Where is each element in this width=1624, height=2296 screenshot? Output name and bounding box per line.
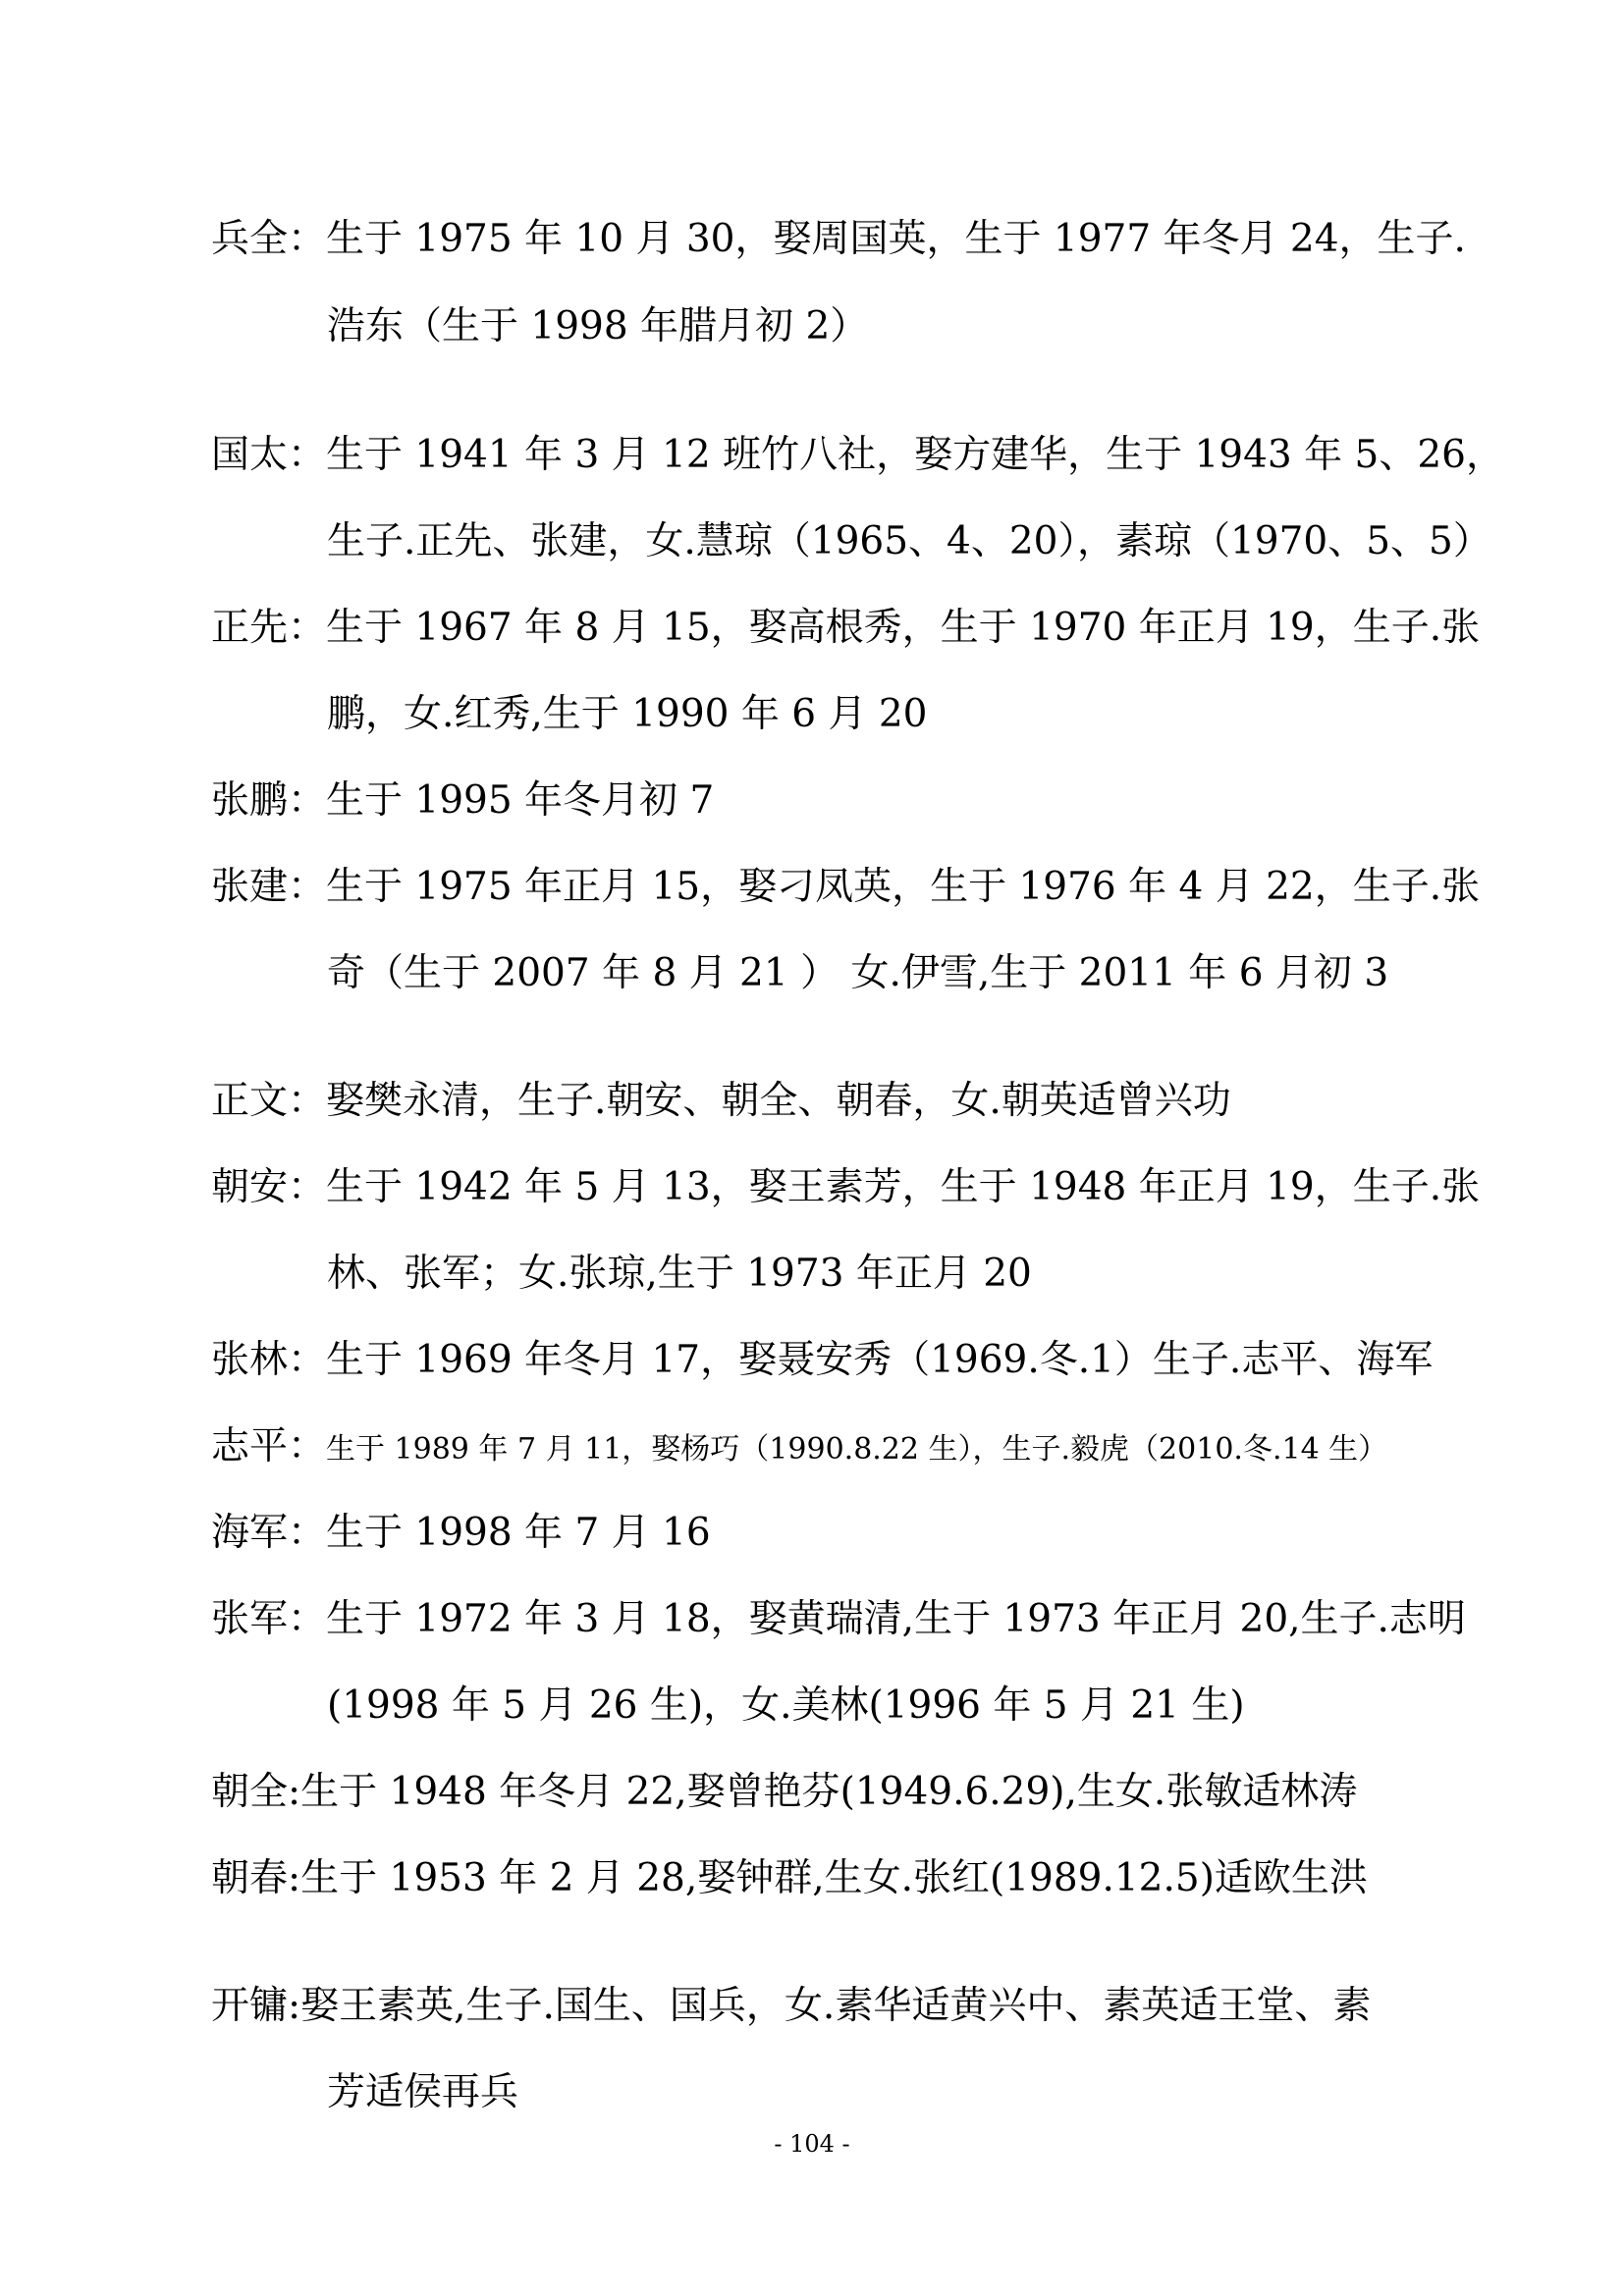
entry-line: 朝全:生于 1948 年冬月 22,娶曾艳芬(1949.6.29),生女.张敏适林涛 (211, 1770, 1358, 1814)
entry-line: 张鹏：生于 1995 年冬月初 7 (211, 778, 715, 823)
entry-line: 林、张军；女.张琼,生于 1973 年正月 20 (327, 1252, 1032, 1296)
entry-line: 鹏，女.红秀,生于 1990 年 6 月 20 (327, 692, 928, 736)
entry-line: 芳适侯再兵 (327, 2070, 519, 2114)
entry-line: 张建：生于 1975 年正月 15，娶刁凤英，生于 1976 年 4 月 22，生子.张 (211, 865, 1481, 909)
page-number: - 104 - (774, 2130, 850, 2158)
entry-line: 开镛:娶王素英,生子.国生、国兵，女.素华适黄兴中、素英适王堂、素 (211, 1984, 1372, 2028)
entry-line: 生子.正先、张建，女.慧琼（1965、4、20），素琼（1970、5、5） (327, 519, 1491, 563)
entry-line: 海军：生于 1998 年 7 月 16 (211, 1511, 711, 1555)
entry-line: 正先：生于 1967 年 8 月 15，娶高根秀，生于 1970 年正月 19，生子.张 (211, 606, 1481, 650)
entry-line: 张林：生于 1969 年冬月 17，娶聂安秀（1969.冬.1）生子.志平、海军 (211, 1338, 1434, 1382)
entry-line: 兵全：生于 1975 年 10 月 30，娶周国英，生于 1977 年冬月 24，生子. (211, 217, 1466, 261)
entry-line: 浩东（生于 1998 年腊月初 2） (327, 304, 869, 348)
entry-detail: 生于 1989 年 7 月 11，娶杨巧（1990.8.22 生），生子.毅虎（2010.冬.14 生） (326, 1432, 1388, 1467)
entry-line: (1998 年 5 月 26 生)，女.美林(1996 年 5 月 21 生) (327, 1683, 1245, 1728)
entry-line: 朝春:生于 1953 年 2 月 28,娶钟群,生女.张红(1989.12.5)适欧生洪 (211, 1856, 1368, 1900)
entry-line: 正文：娶樊永清，生子.朝安、朝全、朝春，女.朝英适曾兴功 (211, 1079, 1231, 1123)
entry-line: 国太：生于 1941 年 3 月 12 班竹八社，娶方建华，生于 1943 年 5、26， (211, 433, 1504, 477)
entry-line: 张军：生于 1972 年 3 月 18，娶黄瑞清,生于 1973 年正月 20,生子.志明 (211, 1597, 1466, 1641)
entry-line: 朝安：生于 1942 年 5 月 13，娶王素芳，生于 1948 年正月 19，生子.张 (211, 1165, 1481, 1209)
entry-line: 奇（生于 2007 年 8 月 21 ） 女.伊雪,生于 2011 年 6 月初 3 (327, 951, 1389, 995)
entry-name: 志平： (211, 1424, 327, 1468)
entry-line (211, 1424, 1388, 1468)
